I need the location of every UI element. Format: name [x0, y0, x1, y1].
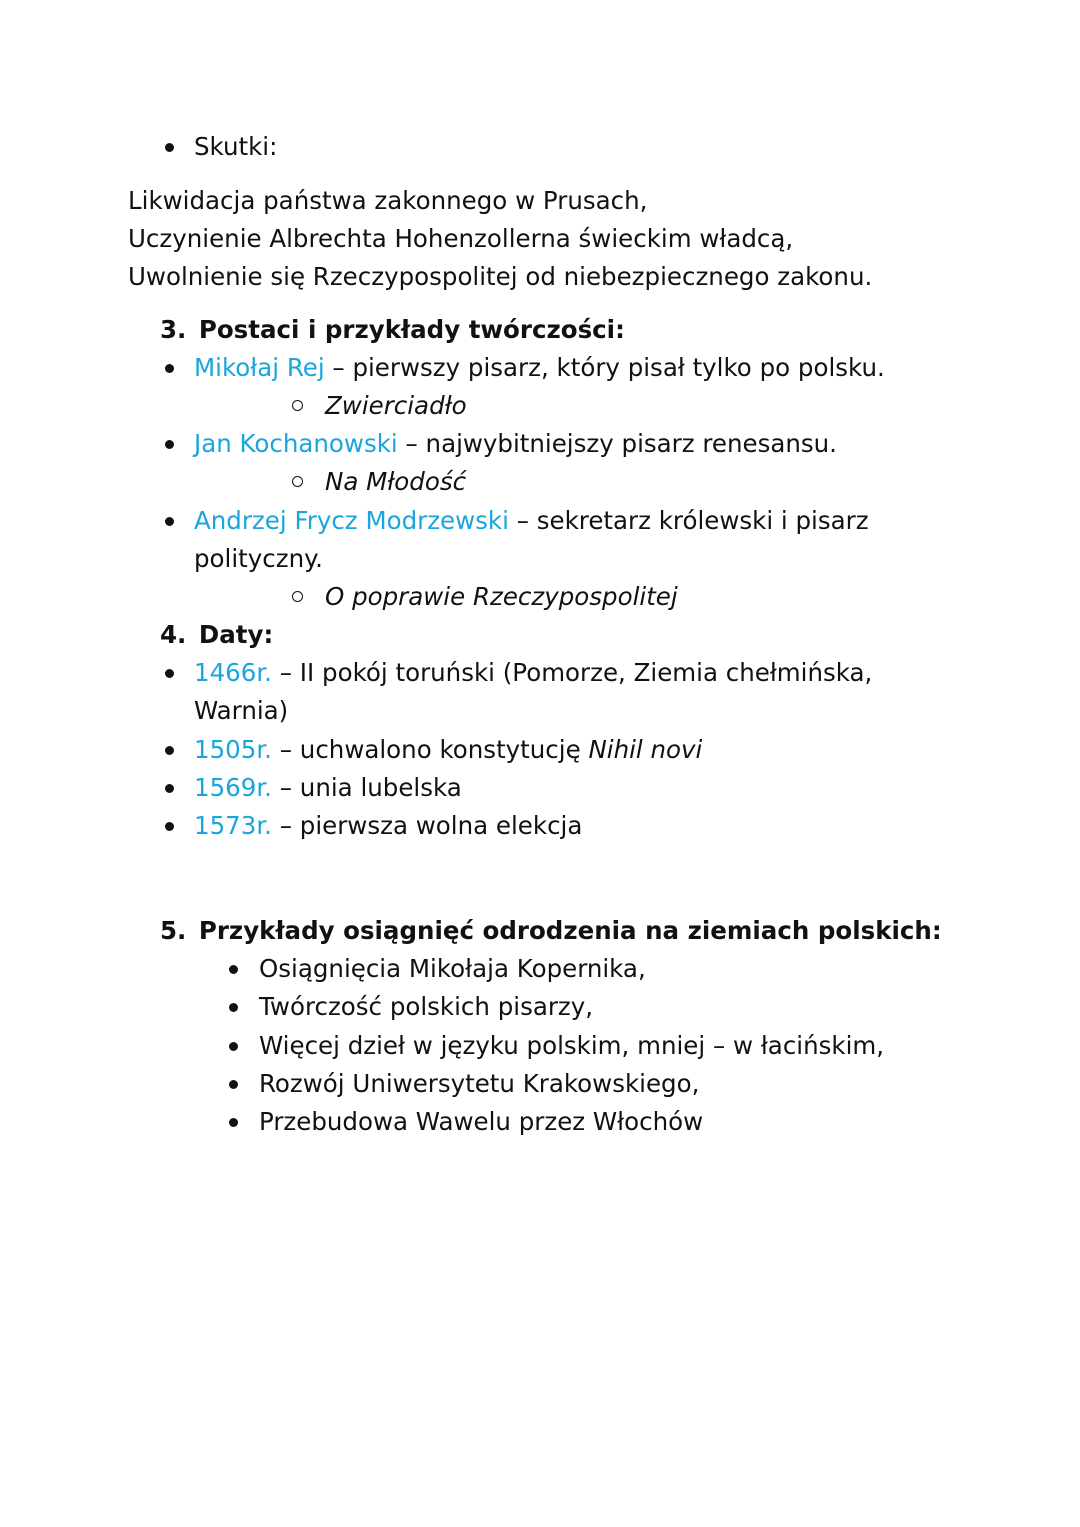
person-desc: – najwybitniejszy pisarz renesansu.: [397, 429, 837, 458]
date-italic: Nihil novi: [588, 735, 703, 764]
bullet-icon: [165, 669, 174, 678]
bullet-icon: [165, 517, 174, 526]
bullet-icon: [229, 1003, 238, 1012]
section-number: 3.: [160, 315, 187, 344]
bullet-icon: [165, 364, 174, 373]
work-item: [292, 578, 678, 616]
date-item: [165, 731, 702, 769]
achievement-text: Osiągnięcia Mikołaja Kopernika,: [259, 954, 646, 983]
circle-bullet-icon: [292, 591, 303, 602]
section-number: 4.: [160, 620, 187, 649]
date-year: 1466r.: [194, 658, 272, 687]
bullet-icon: [165, 143, 174, 152]
achievement-text: Więcej dzieł w języku polskim, mniej – w łacińskim,: [259, 1031, 885, 1060]
date-text: – pierwsza wolna elekcja: [271, 811, 583, 840]
date-text: – unia lubelska: [271, 773, 462, 802]
date-item: [165, 654, 872, 692]
section-title: Przykłady osiągnięć odrodzenia na ziemiach polskich:: [198, 916, 942, 945]
circle-bullet-icon: [292, 476, 303, 487]
skutki-item: [165, 128, 277, 166]
skutki-line: Uwolnienie się Rzeczypospolitej od niebezpiecznego zakonu.: [128, 262, 873, 291]
bullet-icon: [229, 1042, 238, 1051]
achievement-item: [229, 1027, 884, 1065]
bullet-icon: [229, 1118, 238, 1127]
date-text-cont: Warnia): [194, 696, 289, 725]
achievement-text: Twórczość polskich pisarzy,: [259, 992, 594, 1021]
circle-bullet-icon: [292, 400, 303, 411]
bullet-icon: [229, 1080, 238, 1089]
achievement-item: [229, 1103, 703, 1141]
date-year: 1505r.: [194, 735, 272, 764]
bullet-icon: [165, 784, 174, 793]
achievement-item: [229, 950, 646, 988]
achievement-text: Przebudowa Wawelu przez Włochów: [259, 1107, 704, 1136]
date-text: – uchwalono konstytucję: [271, 735, 589, 764]
person-name: Mikołaj Rej: [194, 353, 325, 382]
section-5-heading: [160, 912, 942, 950]
person-name: Jan Kochanowski: [194, 429, 398, 458]
person-item: [165, 425, 837, 463]
work-title: Na Młodość: [325, 467, 467, 496]
date-year: 1569r.: [194, 773, 272, 802]
bullet-icon: [165, 440, 174, 449]
section-number: 5.: [160, 916, 187, 945]
section-4-heading: [160, 616, 273, 654]
date-year: 1573r.: [194, 811, 272, 840]
work-title: O poprawie Rzeczypospolitej: [325, 582, 678, 611]
section-title: Postaci i przykłady twórczości:: [198, 315, 625, 344]
achievement-text: Rozwój Uniwersytetu Krakowskiego,: [259, 1069, 700, 1098]
achievement-item: [229, 988, 593, 1026]
person-item: [165, 349, 885, 387]
person-item: [165, 502, 869, 540]
bullet-icon: [165, 822, 174, 831]
work-item: [292, 463, 466, 501]
skutki-label: Skutki:: [194, 132, 278, 161]
date-item: [165, 807, 582, 845]
section-3-heading: [160, 311, 625, 349]
work-title: Zwierciadło: [325, 391, 467, 420]
skutki-line: Likwidacja państwa zakonnego w Prusach,: [128, 186, 648, 215]
bullet-icon: [165, 746, 174, 755]
skutki-line: Uczynienie Albrechta Hohenzollerna świeckim władcą,: [128, 224, 794, 253]
bullet-icon: [229, 965, 238, 974]
achievement-item: [229, 1065, 699, 1103]
person-name: Andrzej Frycz Modrzewski: [194, 506, 509, 535]
person-desc: – pierwszy pisarz, który pisał tylko po polsku.: [324, 353, 885, 382]
person-desc-cont: polityczny.: [194, 544, 323, 573]
date-item: [165, 769, 462, 807]
date-text: – II pokój toruński (Pomorze, Ziemia chełmińska,: [271, 658, 873, 687]
person-desc: – sekretarz królewski i pisarz: [508, 506, 869, 535]
work-item: [292, 387, 467, 425]
section-title: Daty:: [198, 620, 274, 649]
